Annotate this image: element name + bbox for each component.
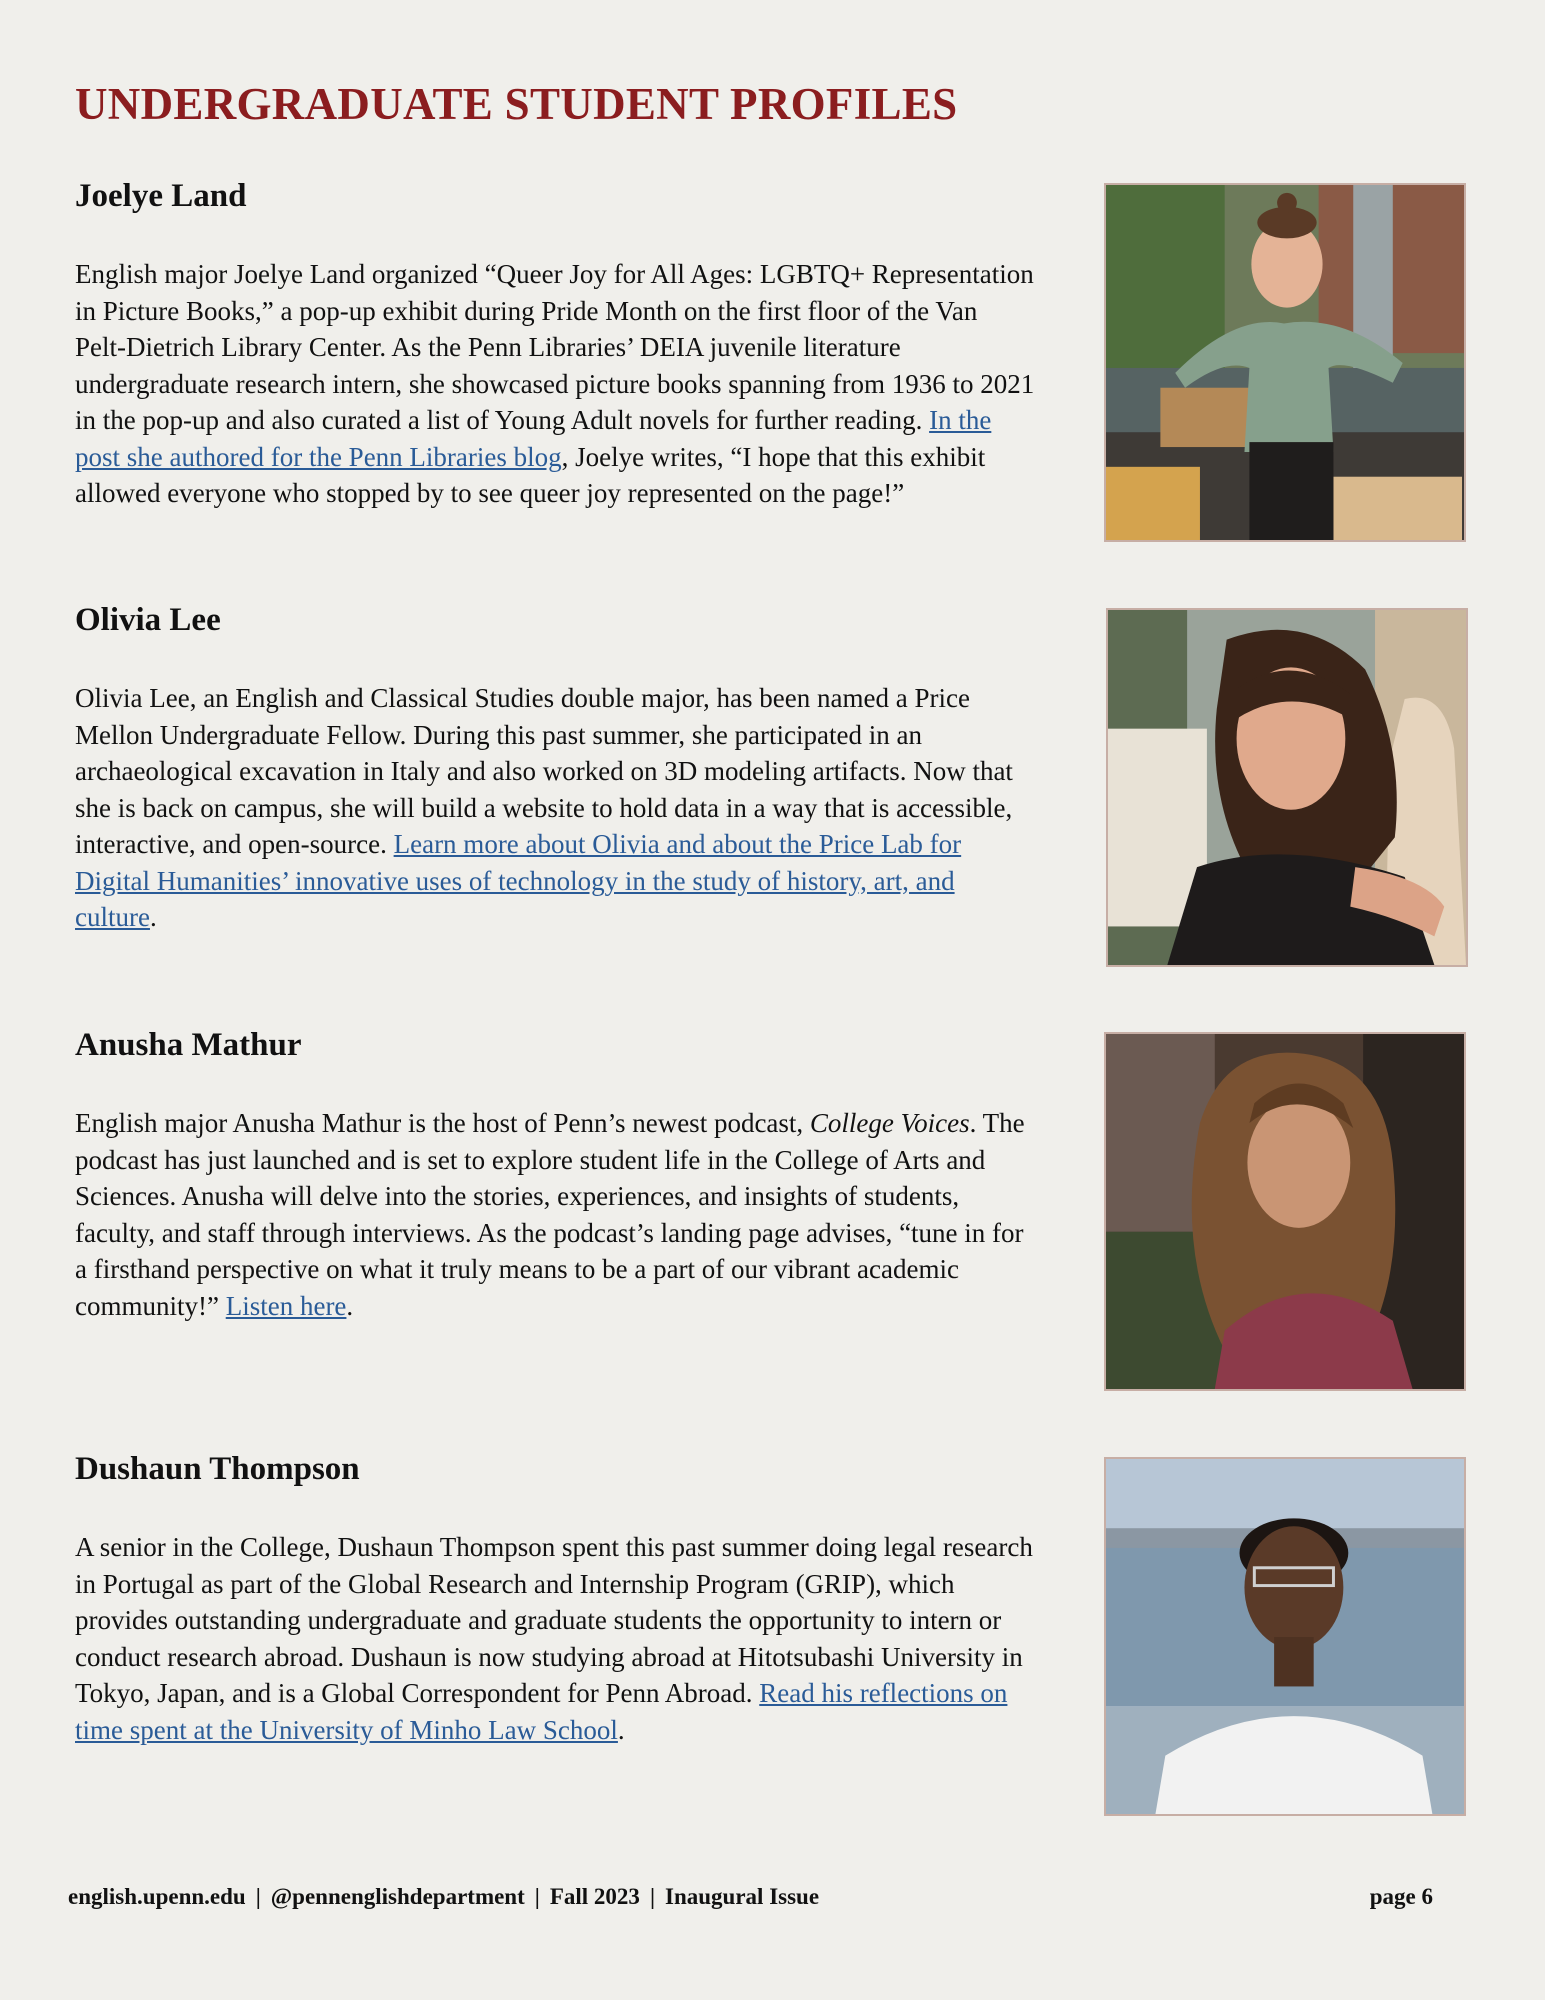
- page-title: UNDERGRADUATE STUDENT PROFILES: [75, 79, 958, 129]
- footer-website[interactable]: english.upenn.edu: [68, 1884, 246, 1909]
- profile-anusha-mathur: [75, 1027, 1475, 1321]
- blog-post-link[interactable]: In the post she authored for the Penn Libraries blog: [75, 405, 992, 472]
- bio-text: English major Anusha Mathur is the host of Penn’s newest podcast,: [75, 1108, 810, 1138]
- bio-text-end: , Joelye writes, “I hope that this exhibit allowed everyone who stopped by to see queer joy represented on the page!”: [75, 441, 986, 508]
- price-lab-link[interactable]: Learn more about Olivia and about the Price Lab for Digital Humanities’ innovative uses of technology in the study of history, art, and culture: [75, 829, 962, 932]
- page-number: page 6: [1369, 1884, 1433, 1909]
- footer-separator: |: [649, 1884, 656, 1909]
- photo-anusha-mathur: [1104, 1032, 1466, 1391]
- listen-here-link[interactable]: Listen here: [225, 1290, 347, 1321]
- footer-issue: Inaugural Issue: [665, 1884, 820, 1909]
- footer-separator: |: [255, 1884, 261, 1909]
- bio-text-middle: . The podcast has just launched and is set to explore student life in the College of Arts and Sciences. Anusha will delve into the stories, experiences, and insights of students, faculty, and staff through interviews. As the podcast’s landing page advises, “tune in for a firsthand perspective on what it truly means to be a part of our vibrant academic community!”: [75, 1108, 1025, 1321]
- reflections-link[interactable]: Read his reflections on time spent at the University of Minho Law School: [75, 1678, 1008, 1745]
- photo-olivia-lee: [1106, 608, 1468, 967]
- profile-bio: [75, 1105, 1035, 1324]
- footer-separator: |: [534, 1884, 540, 1909]
- bio-text-end: .: [149, 902, 157, 932]
- bio-text: Olivia Lee, an English and Classical Studies double major, has been named a Price Mellon Undergraduate Fellow. During this past summer, she participated in an archaeological excavation in Italy and also worked on 3D modeling artifacts. Now that she is back on campus, she will build a website to hold data in a way that is accessible, interactive, and open-source.: [75, 683, 1013, 859]
- profile-joelye-land: [75, 178, 1475, 508]
- footer-term: Fall 2023: [549, 1884, 640, 1909]
- bio-text-end: .: [617, 1714, 625, 1745]
- profile-olivia-lee: [75, 602, 1475, 932]
- profile-bio: [75, 680, 1035, 936]
- podcast-title: College Voices: [809, 1108, 970, 1138]
- profile-name: Olivia Lee: [75, 602, 221, 638]
- profile-bio: [75, 1529, 1035, 1748]
- profile-name: Dushaun Thompson: [75, 1451, 360, 1487]
- profile-name: Joelye Land: [75, 178, 247, 214]
- photo-dushaun-thompson: [1104, 1457, 1466, 1816]
- bio-text: A senior in the College, Dushaun Thompson spent this past summer doing legal research in Portugal as part of the Global Research and Internship Program (GRIP), which provides outstanding undergraduate and graduate students the opportunity to intern or conduct research abroad. Dushaun is now studying abroad at Hitotsubashi University in Tokyo, Japan, and is a Global Correspondent for Penn Abroad.: [75, 1532, 1033, 1708]
- profile-dushaun-thompson: [75, 1451, 1475, 1745]
- photo-joelye-land: [1104, 183, 1466, 542]
- footer-handle[interactable]: @pennenglishdepartment: [270, 1884, 525, 1909]
- page-footer: [68, 1884, 1433, 1910]
- profile-name: Anusha Mathur: [75, 1027, 302, 1063]
- bio-text: English major Joelye Land organized “Queer Joy for All Ages: LGBTQ+ Representation in Picture Books,” a pop-up exhibit during Pride Month on the first floor of the Van Pelt-Dietrich Library Center. As the Penn Libraries’ DEIA juvenile literature undergraduate research intern, she showcased picture books spanning from 1936 to 2021 in the pop-up and also curated a list of Young Adult novels for further reading.: [75, 259, 1035, 435]
- bio-text-end: .: [346, 1290, 354, 1321]
- profile-bio: [75, 256, 1035, 512]
